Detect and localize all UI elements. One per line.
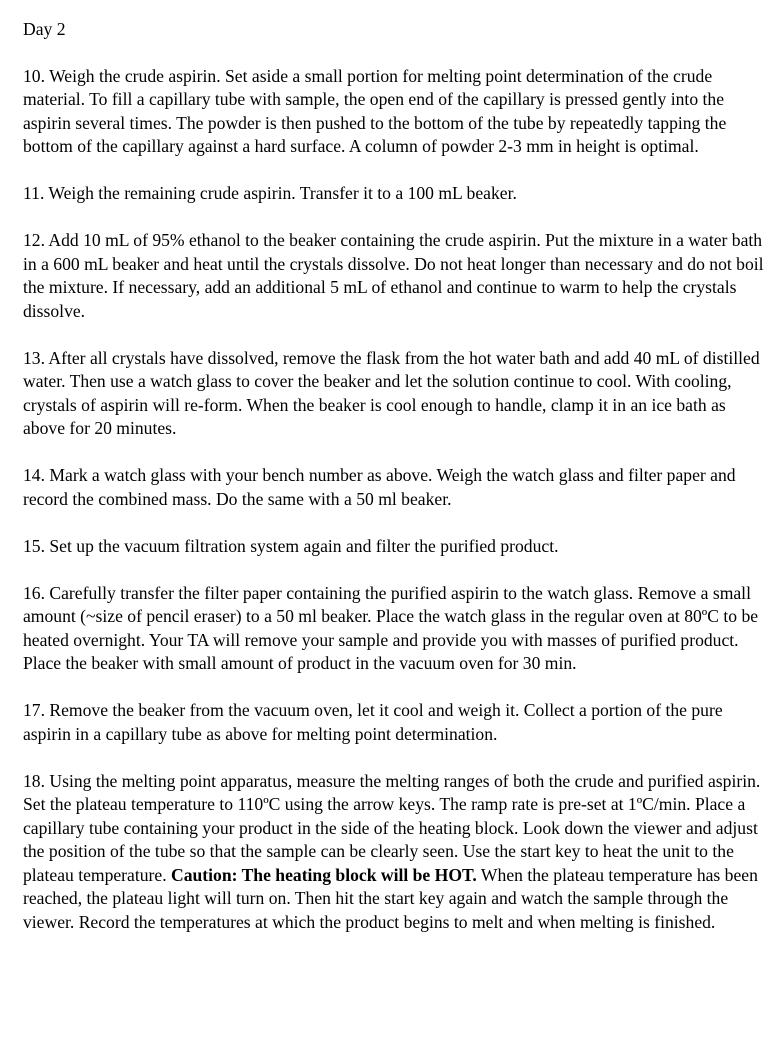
step-18-text-before: 18. Using the melting point apparatus, measure the melting ranges of both the crude and purified aspirin. Set the plateau temperature to 110ºC using the arrow keys. The ramp rate is pre-set at 1ºC/min. Place a capillary tube containing your product in the side of the heating block. Look down the viewer and adjust the position of the tube so that the sample can be clearly seen. Use the start key to heat the unit to the plateau temperature. xyxy=(23,770,761,885)
step-10: 10. Weigh the crude aspirin. Set aside a small portion for melting point determination of the crude material. To fill a capillary tube with sample, the open end of the capillary is pressed gently into the aspirin several times. The powder is then pushed to the bottom of the tube by repeatedly tapping the bottom of the capillary against a hard surface. A column of powder 2-3 mm in height is optimal. xyxy=(23,65,727,156)
page-heading: Day 2 xyxy=(23,19,66,39)
caution-warning: Caution: The heating block will be HOT. xyxy=(171,864,477,885)
step-18-text-after: When the plateau temperature has been reached, the plateau light will turn on. Then hit the start key again and watch the sample through the viewer. Record the temperatures at which the product begins to melt and when melting is finished. xyxy=(23,864,758,932)
step-13: 13. After all crystals have dissolved, remove the flask from the hot water bath and add 40 mL of distilled water. Then use a watch glass to cover the beaker and let the solution continue to cool. With cooling, crystals of aspirin will re-form. When the beaker is cool enough to handle, clamp it in an ice bath as above for 20 minutes. xyxy=(23,347,760,438)
step-12: 12. Add 10 mL of 95% ethanol to the beaker containing the crude aspirin. Put the mixture in a water bath in a 600 mL beaker and heat until the crystals dissolve. Do not heat longer than necessary and do not boil the mixture. If necessary, add an additional 5 mL of ethanol and continue to warm to help the crystals dissolve. xyxy=(23,230,764,321)
step-17: 17. Remove the beaker from the vacuum oven, let it cool and weigh it. Collect a portion of the pure aspirin in a capillary tube as above for melting point determination. xyxy=(23,700,723,744)
step-18 xyxy=(23,770,764,935)
step-15: 15. Set up the vacuum filtration system again and filter the purified product. xyxy=(23,535,559,556)
step-11: 11. Weigh the remaining crude aspirin. Transfer it to a 100 mL beaker. xyxy=(23,183,517,203)
step-14: 14. Mark a watch glass with your bench number as above. Weigh the watch glass and filter paper and record the combined mass. Do the same with a 50 ml beaker. xyxy=(23,465,736,509)
step-16: 16. Carefully transfer the filter paper containing the purified aspirin to the watch glass. Remove a small amount (~size of pencil eraser) to a 50 ml beaker. Place the watch glass in the regular oven at 80ºC to be heated overnight. Your TA will remove your sample and provide you with masses of purified product. Place the beaker with small amount of product in the vacuum oven for 30 min. xyxy=(23,582,759,673)
